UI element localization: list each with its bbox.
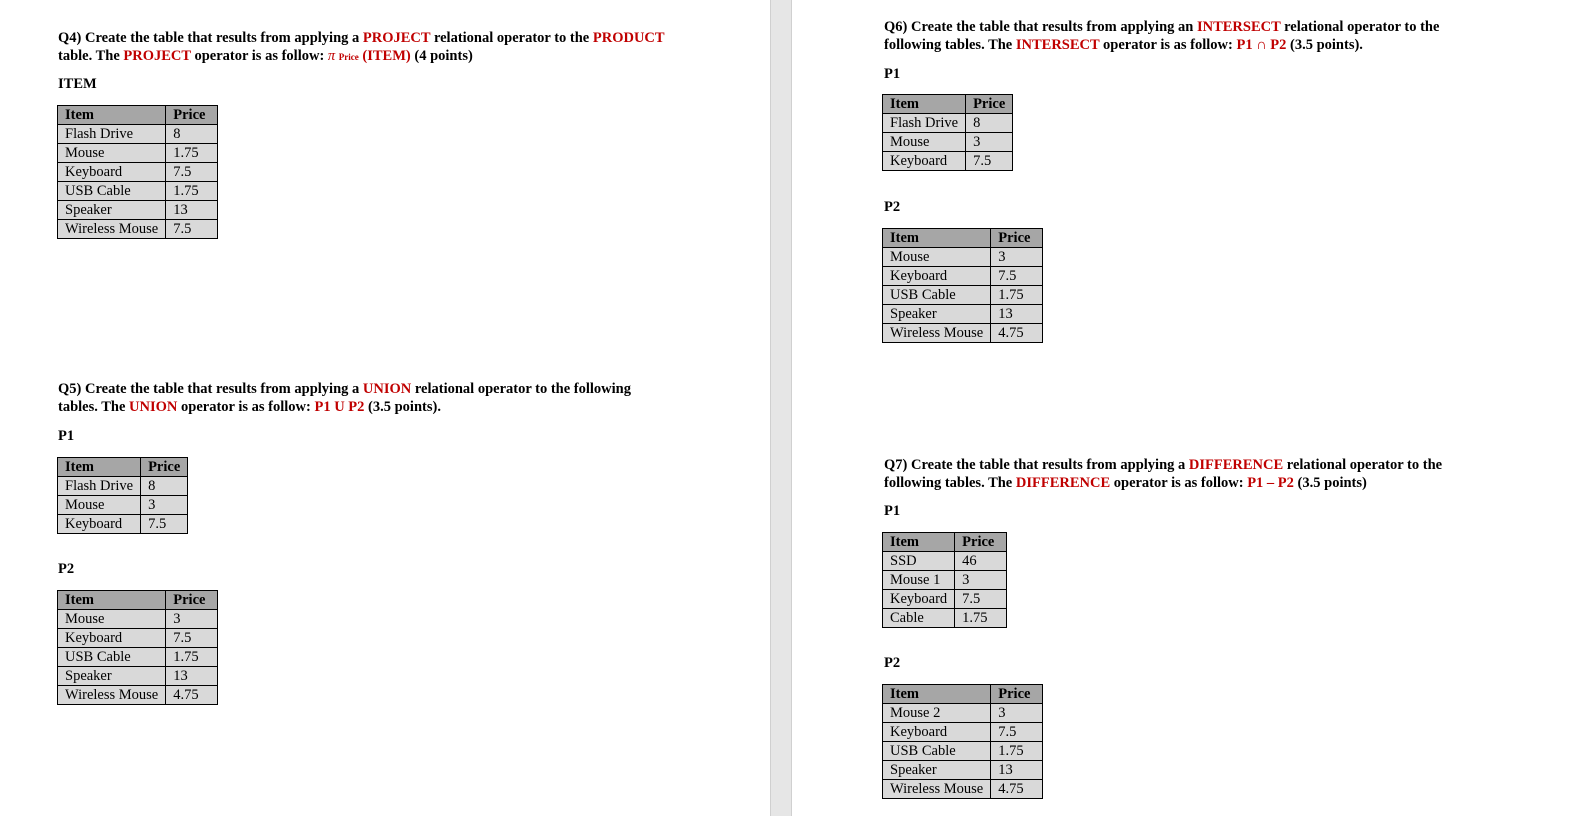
item-cell: Speaker — [883, 305, 991, 324]
table-row — [883, 761, 1043, 780]
column-header: Item — [883, 229, 991, 248]
q4-line2a: table. The — [58, 48, 124, 64]
q6-mid: relational operator to the — [1280, 19, 1440, 35]
item-cell: Speaker — [58, 201, 166, 220]
item-cell: Keyboard — [58, 163, 166, 182]
q5-operator-2: UNION — [129, 399, 178, 415]
q7-line2a: following tables. The — [884, 475, 1016, 491]
q6-operator-2: INTERSECT — [1015, 37, 1100, 53]
q6-line2a: following tables. The — [884, 37, 1016, 53]
q5-operator: UNION — [362, 381, 412, 397]
price-cell: 1.75 — [955, 609, 1006, 628]
q4-operator-2: PROJECT — [123, 48, 191, 64]
item-cell: USB Cable — [58, 182, 166, 201]
q5-line2b: operator is as follow: — [177, 399, 315, 415]
column-header: Item — [58, 591, 166, 610]
item-cell: Keyboard — [883, 723, 991, 742]
table-row — [883, 114, 1013, 133]
q5-points: (3.5 points). — [364, 399, 441, 415]
item-cell: Flash Drive — [58, 477, 141, 496]
q7-expression: P1 – P2 — [1247, 475, 1294, 491]
item-cell: USB Cable — [883, 286, 991, 305]
table-header-row — [58, 591, 218, 610]
price-cell: 3 — [991, 704, 1042, 723]
document-page-right — [792, 0, 1581, 816]
q5-expression: P1 U P2 — [314, 399, 365, 415]
table-row — [58, 144, 218, 163]
q4-prefix: Q4) Create the table that results from applying a — [58, 30, 363, 46]
item-cell: USB Cable — [883, 742, 991, 761]
q5-p2-label: P2 — [58, 561, 75, 577]
item-cell: Flash Drive — [883, 114, 966, 133]
price-cell: 8 — [166, 125, 217, 144]
price-cell: 1.75 — [166, 648, 217, 667]
table-header-row — [883, 229, 1043, 248]
item-cell: Keyboard — [58, 515, 141, 534]
table-row — [883, 609, 1007, 628]
price-cell: 13 — [991, 305, 1042, 324]
question-5-text — [58, 380, 631, 416]
column-header: Item — [58, 106, 166, 125]
item-cell: Keyboard — [883, 590, 955, 609]
item-cell: Cable — [883, 609, 955, 628]
q6-points: (3.5 points). — [1286, 37, 1363, 53]
item-cell: Wireless Mouse — [883, 324, 991, 343]
item-cell: Wireless Mouse — [58, 686, 166, 705]
table-row — [883, 324, 1043, 343]
column-header: Price — [991, 685, 1042, 704]
column-header: Item — [883, 95, 966, 114]
q7-points: (3.5 points) — [1293, 475, 1367, 491]
price-cell: 4.75 — [991, 780, 1042, 799]
table-row — [58, 686, 218, 705]
table-header-row — [58, 106, 218, 125]
price-cell: 7.5 — [991, 723, 1042, 742]
price-cell: 3 — [166, 610, 217, 629]
q7-operator: DIFFERENCE — [1188, 457, 1284, 473]
price-cell: 7.5 — [955, 590, 1006, 609]
table-row — [883, 286, 1043, 305]
price-cell: 3 — [955, 571, 1006, 590]
page-gutter — [770, 0, 792, 816]
q5-prefix: Q5) Create the table that results from applying a — [58, 381, 363, 397]
table-row — [58, 220, 218, 239]
q4-expression: (ITEM) — [362, 48, 411, 64]
q7-mid: relational operator to the — [1283, 457, 1443, 473]
table-header-row — [883, 533, 1007, 552]
q6-expression: P1 ∩ P2 — [1236, 37, 1287, 53]
column-header: Price — [141, 458, 188, 477]
q4-pi-subscript: Price — [338, 52, 359, 62]
table-row — [883, 133, 1013, 152]
q4-mid: relational operator to the — [430, 30, 593, 46]
item-cell: Mouse — [58, 144, 166, 163]
item-cell: Mouse — [883, 133, 966, 152]
q7-p2-label: P2 — [884, 655, 901, 671]
q7-p1-table — [882, 532, 1007, 628]
q5-line2a: tables. The — [58, 399, 130, 415]
price-cell: 13 — [991, 761, 1042, 780]
q4-points: (4 points) — [410, 48, 473, 64]
table-row — [58, 125, 218, 144]
column-header: Item — [883, 685, 991, 704]
price-cell: 7.5 — [166, 220, 217, 239]
question-4-text — [58, 29, 665, 66]
q7-p1-label: P1 — [884, 503, 901, 519]
table-row — [883, 704, 1043, 723]
table-row — [58, 182, 218, 201]
q6-p1-label: P1 — [884, 66, 901, 82]
q7-operator-2: DIFFERENCE — [1015, 475, 1111, 491]
price-cell: 46 — [955, 552, 1006, 571]
q6-line2b: operator is as follow: — [1099, 37, 1237, 53]
price-cell: 8 — [141, 477, 188, 496]
price-cell: 4.75 — [166, 686, 217, 705]
question-6-text — [884, 18, 1439, 54]
price-cell: 13 — [166, 201, 217, 220]
table-row — [58, 163, 218, 182]
table-row — [883, 305, 1043, 324]
item-cell: Flash Drive — [58, 125, 166, 144]
column-header: Item — [58, 458, 141, 477]
item-cell: Mouse — [883, 248, 991, 267]
q6-operator: INTERSECT — [1196, 19, 1281, 35]
item-cell: Mouse 2 — [883, 704, 991, 723]
table-header-row — [883, 685, 1043, 704]
q4-table-label: ITEM — [58, 76, 97, 92]
price-cell: 7.5 — [991, 267, 1042, 286]
q5-p1-table — [57, 457, 188, 534]
price-cell: 3 — [141, 496, 188, 515]
q4-target: PRODUCT — [592, 30, 665, 46]
table-row — [883, 248, 1043, 267]
question-7-text — [884, 456, 1442, 492]
column-header: Price — [166, 106, 217, 125]
item-cell: Mouse — [58, 496, 141, 515]
item-cell: Keyboard — [883, 267, 991, 286]
table-row — [58, 477, 188, 496]
table-row — [58, 610, 218, 629]
q4-item-table — [57, 105, 218, 239]
q5-mid: relational operator to the following — [411, 381, 631, 397]
item-cell: Mouse 1 — [883, 571, 955, 590]
pi-symbol: π — [327, 48, 336, 64]
table-row — [58, 648, 218, 667]
table-row — [58, 496, 188, 515]
price-cell: 1.75 — [166, 144, 217, 163]
q7-line2b: operator is as follow: — [1110, 475, 1248, 491]
table-row — [883, 723, 1043, 742]
q7-p2-table — [882, 684, 1043, 799]
table-row — [883, 267, 1043, 286]
item-cell: Wireless Mouse — [58, 220, 166, 239]
table-row — [58, 515, 188, 534]
item-cell: Keyboard — [58, 629, 166, 648]
item-cell: Speaker — [58, 667, 166, 686]
table-row — [883, 590, 1007, 609]
document-page-left — [0, 0, 770, 816]
table-header-row — [58, 458, 188, 477]
column-header: Item — [883, 533, 955, 552]
item-cell: Wireless Mouse — [883, 780, 991, 799]
table-row — [883, 742, 1043, 761]
table-row — [58, 629, 218, 648]
q7-prefix: Q7) Create the table that results from applying a — [884, 457, 1189, 473]
table-row — [58, 201, 218, 220]
q6-prefix: Q6) Create the table that results from applying an — [884, 19, 1197, 35]
q6-p2-label: P2 — [884, 199, 901, 215]
table-row — [883, 152, 1013, 171]
q5-p1-label: P1 — [58, 428, 75, 444]
price-cell: 7.5 — [166, 629, 217, 648]
price-cell: 3 — [966, 133, 1013, 152]
price-cell: 1.75 — [991, 286, 1042, 305]
price-cell: 1.75 — [166, 182, 217, 201]
item-cell: Mouse — [58, 610, 166, 629]
q4-line2b: operator is as follow: — [190, 48, 328, 64]
column-header: Price — [966, 95, 1013, 114]
price-cell: 7.5 — [166, 163, 217, 182]
table-row — [883, 571, 1007, 590]
price-cell: 1.75 — [991, 742, 1042, 761]
item-cell: Keyboard — [883, 152, 966, 171]
q6-p1-table — [882, 94, 1013, 171]
price-cell: 3 — [991, 248, 1042, 267]
price-cell: 4.75 — [991, 324, 1042, 343]
item-cell: Speaker — [883, 761, 991, 780]
item-cell: USB Cable — [58, 648, 166, 667]
price-cell: 7.5 — [141, 515, 188, 534]
q4-operator: PROJECT — [362, 30, 431, 46]
table-row — [58, 667, 218, 686]
price-cell: 8 — [966, 114, 1013, 133]
q6-p2-table — [882, 228, 1043, 343]
table-row — [883, 552, 1007, 571]
table-header-row — [883, 95, 1013, 114]
q5-p2-table — [57, 590, 218, 705]
item-cell: SSD — [883, 552, 955, 571]
column-header: Price — [991, 229, 1042, 248]
price-cell: 13 — [166, 667, 217, 686]
price-cell: 7.5 — [966, 152, 1013, 171]
table-row — [883, 780, 1043, 799]
column-header: Price — [166, 591, 217, 610]
column-header: Price — [955, 533, 1006, 552]
